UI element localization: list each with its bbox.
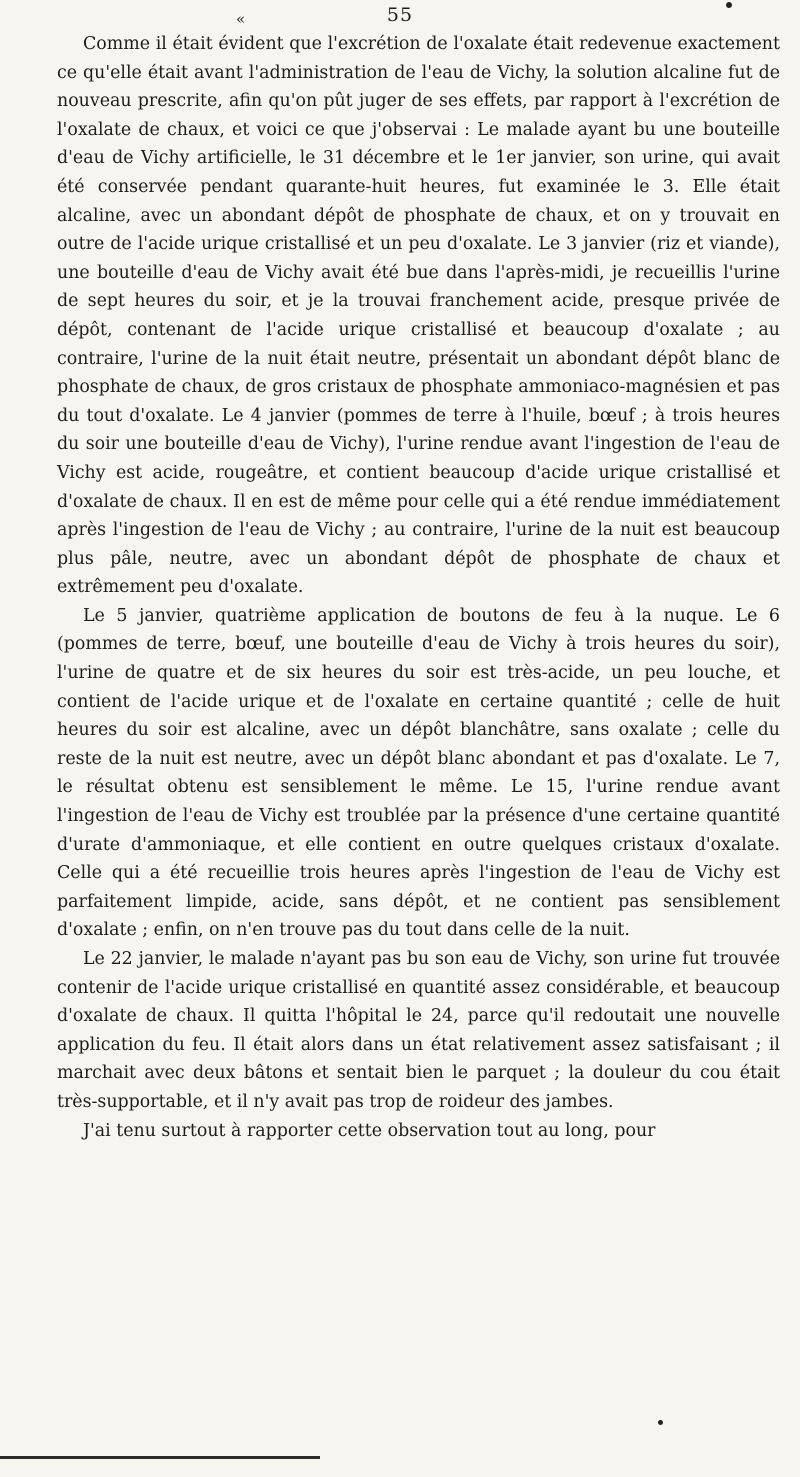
paragraph-january-5: Le 5 janvier, quatrième application de boutons de feu à la nuque. Le 6 (pommes de terre, bœuf, une bouteille d'eau de Vichy à trois heures du soir), l'urine de quatre et de six heures du soir est très-acide, un peu louche, et contient de l'acide urique et de l'oxalate en certaine quantité ; celle de huit heures du soir est alcaline, avec un dépôt blanchâtre, sans oxalate ; celle du reste de la nuit est neutre, avec un dépôt blanc abondant et pas d'oxalate. Le 7, le résultat obtenu est sensiblement le même. Le 15, l'urine rendue avant l'ingestion de l'eau de Vichy est troublée par la présence d'une certaine quantité d'urate d'ammoniaque, et elle contient en outre quelques cristaux d'oxalate. Celle qui a été recueillie trois heures après l'ingestion de l'eau de Vichy est parfaitement limpide, acide, sans dépôt, et ne contient pas sensiblement d'oxalate ; enfin, on n'en trouve pas du tout dans celle de la nuit. bbox=[57, 605, 780, 941]
paragraph-conclusion-start: J'ai tenu surtout à rapporter cette observation tout au long, pour bbox=[83, 1120, 656, 1141]
page-number: 55 bbox=[386, 4, 414, 26]
scan-edge-rule bbox=[0, 1456, 320, 1459]
paragraph-january-22: Le 22 janvier, le malade n'ayant pas bu son eau de Vichy, son urine fut trouvée contenir de l'acide urique cristallisé en quantité assez considérable, et beaucoup d'oxalate de chaux. Il quitta l'hôpital le 24, parce qu'il redoutait une nouvelle application du feu. Il était alors dans un état relativement assez satisfaisant ; il marchait avec deux bâtons et sentait bien le parquet ; la douleur du cou était très-supportable, et il n'y avait pas trop de roideur des jambes. bbox=[57, 949, 780, 1112]
paragraph-observation-vichy: Comme il était évident que l'excrétion de l'oxalate était redevenue exactement ce qu'elle était avant l'administration de l'eau de Vichy, la solution alcaline fut de nouveau prescrite, afin qu'on pût juger de ses effets, par rapport à l'excrétion de l'oxalate de chaux, et voici ce que j'observai : Le malade ayant bu une bouteille d'eau de Vichy artificielle, le 31 décembre et le 1er janvier, son urine, qui avait été conservée pendant quarante-huit heures, fut examinée le 3. Elle était alcaline, avec un abondant dépôt de phosphate de chaux, et on y trouvait en outre de l'acide urique cristallisé et un peu d'oxalate. Le 3 janvier (riz et viande), une bouteille d'eau de Vichy avait été bue dans l'après-midi, je recueillis l'urine de sept heures du soir, et je la trouvai franchement acide, presque privée de dépôt, contenant de l'acide urique cristallisé et beaucoup d'oxalate ; au contraire, l'urine de la nuit était neutre, présentait un abondant dépôt blanc de phosphate de chaux, de gros cristaux de phosphate ammoniaco-magnésien et pas du tout d'oxalate. Le 4 janvier (pommes de terre à l'huile, bœuf ; à trois heures du soir une bouteille d'eau de Vichy), l'urine rendue avant l'ingestion de l'eau de Vichy est acide, rougeâtre, et contient beaucoup d'acide urique cristallisé et d'oxalate de chaux. Il en est de même pour celle qui a été rendue immédiatement après l'ingestion de l'eau de Vichy ; au contraire, l'urine de la nuit est beaucoup plus pâle, neutre, avec un abondant dépôt de phosphate de chaux et extrêmement peu d'oxalate. bbox=[57, 34, 780, 598]
body-text bbox=[57, 30, 780, 1145]
ink-speck-bottom bbox=[658, 1420, 663, 1425]
page-mark: « bbox=[236, 10, 246, 28]
